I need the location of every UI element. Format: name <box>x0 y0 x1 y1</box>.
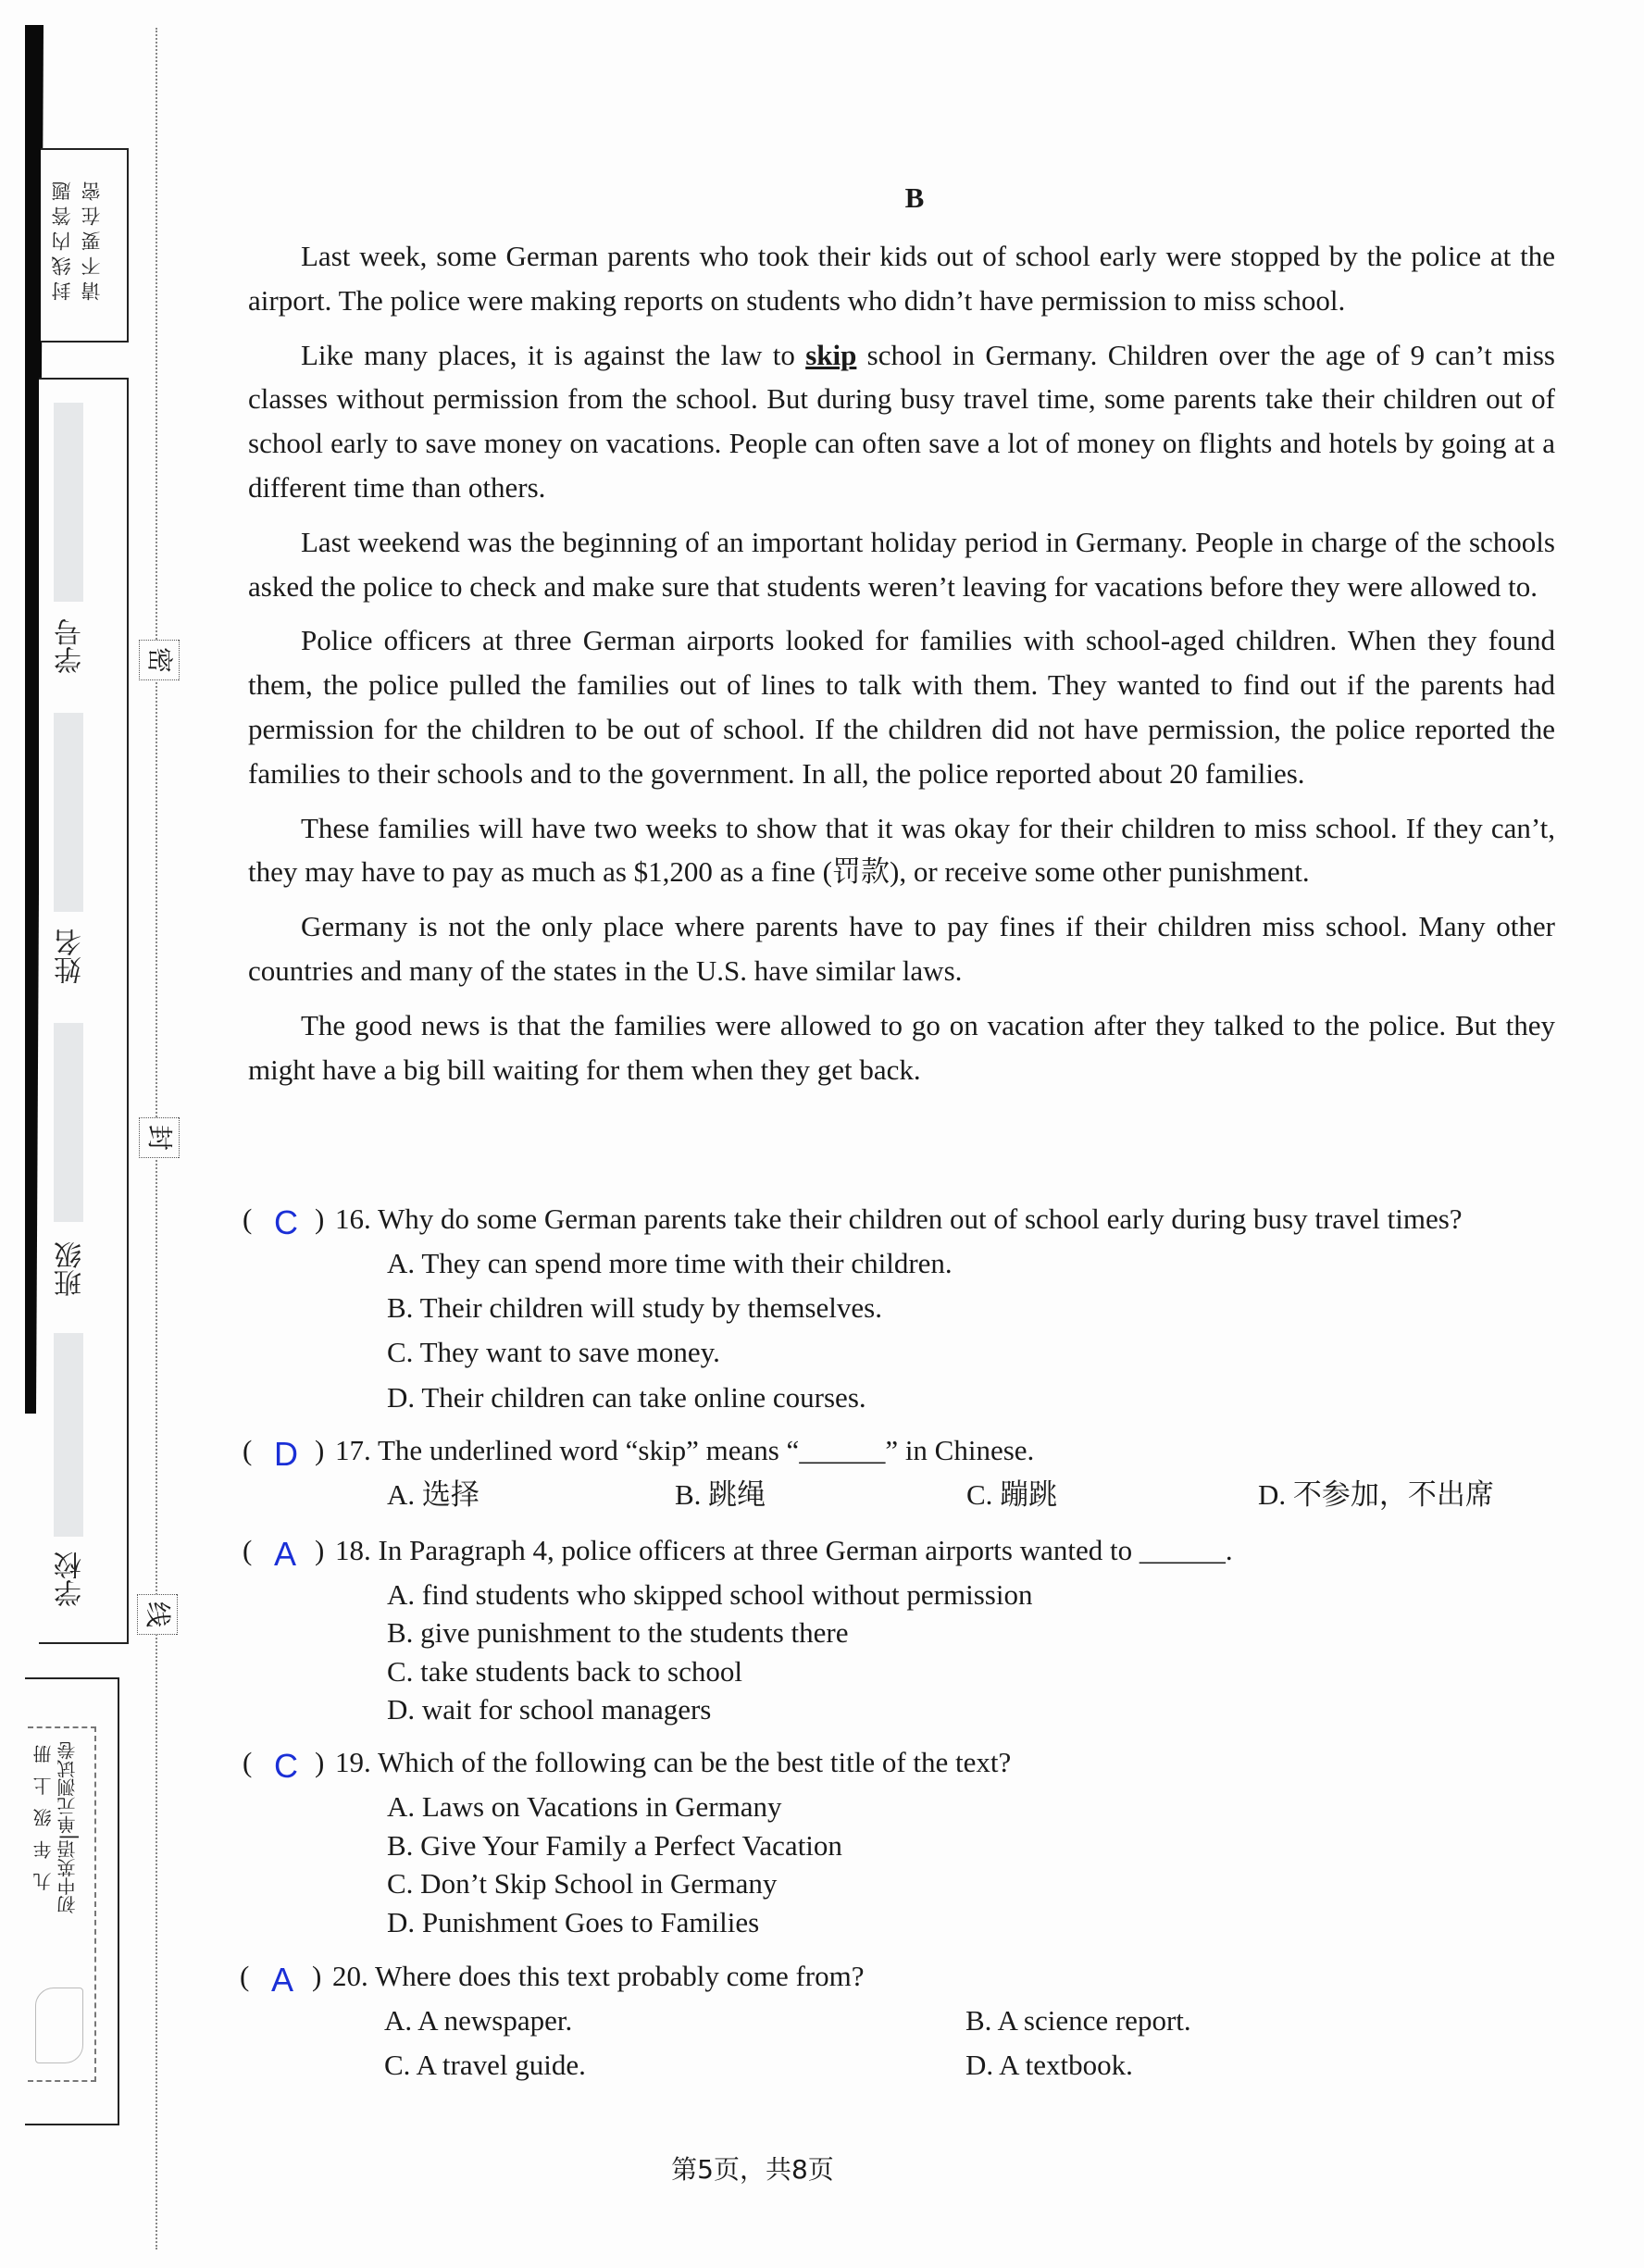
question-stem: 16. Why do some German parents take their children out of school early during busy travel times? <box>335 1203 1463 1235</box>
paragraph-1: Last week, some German parents who took their kids out of school early were stopped by the police at the airport. The police were making reports on students who didn’t have permission to miss school. <box>248 240 1555 317</box>
question-19 <box>243 1740 1557 1941</box>
option-d: D. 不参加，不出席 <box>1258 1478 1494 1511</box>
field-blank-name[interactable] <box>54 713 83 912</box>
paren-close: ) <box>315 1534 325 1566</box>
logo-icon <box>35 1988 83 2063</box>
reading-passage <box>248 234 1555 1102</box>
question-18 <box>243 1528 1557 1728</box>
answer-mark[interactable]: A <box>271 1961 294 1999</box>
option-c: C. They want to save money. <box>387 1336 720 1369</box>
option-b: B. Their children will study by themselves. <box>387 1291 882 1325</box>
series-title: 初中英语|单元测试卷 <box>56 1741 79 1914</box>
answer-mark[interactable]: C <box>274 1747 298 1785</box>
label-name: 姓名 <box>55 928 87 984</box>
paren-open: ( <box>243 1746 253 1778</box>
question-16 <box>243 1197 1557 1420</box>
page-number: 第5页，共8页 <box>671 2154 834 2185</box>
paren-open: ( <box>243 1434 253 1466</box>
option-b: B. Give Your Family a Perfect Vacation <box>387 1828 842 1862</box>
answer-mark[interactable]: A <box>274 1535 297 1573</box>
option-c: C. 蹦跳 <box>966 1478 1058 1511</box>
keyword-skip: skip <box>805 338 857 371</box>
option-b: B. give punishment to the students there <box>387 1616 849 1650</box>
label-school: 学校 <box>55 1551 87 1607</box>
label-student-id: 学号 <box>55 618 87 674</box>
paren-close: ) <box>315 1746 325 1778</box>
option-c: C. take students back to school <box>387 1654 742 1688</box>
paragraph-5: These families will have two weeks to show that it was okay for their children to miss school. If they can’t, they may have to pay as much as $1,200 as a fine (罚款), or receive some other punishment. <box>248 811 1555 889</box>
paren-open: ( <box>240 1960 250 1992</box>
option-d: D. Their children can take online courses. <box>387 1380 866 1414</box>
series-logo-frame <box>28 1726 96 2082</box>
paragraph-2 <box>248 333 1555 510</box>
field-blank-student-id[interactable] <box>54 403 83 602</box>
seal-mark-mi: 密 <box>139 640 180 680</box>
seal-mark-xian: 线 <box>137 1594 178 1635</box>
paren-close: ) <box>312 1960 322 1992</box>
answer-mark[interactable]: C <box>274 1203 298 1241</box>
option-d: D. wait for school managers <box>387 1692 712 1726</box>
paren-open: ( <box>243 1534 253 1566</box>
question-20 <box>240 1954 1554 2087</box>
paren-close: ) <box>315 1434 325 1466</box>
notice-line-1: 请不要在密 <box>81 176 103 301</box>
paragraph-4: Police officers at three German airports looked for families with school-aged children. When they found them, the police pulled the families out of lines to talk with them. They wanted to find out if the parents had permission for the children to be out of school. If the children did not have permission, the police reported the families to their schools and to the government. In all, the police reported about 20 families. <box>248 624 1555 790</box>
paragraph-7: The good news is that the families were allowed to go on vacation after they talked to the police. But they might have a big bill waiting for them when they get back. <box>248 1008 1555 1086</box>
option-d: D. Punishment Goes to Families <box>387 1905 760 1938</box>
option-b: B. A science report. <box>965 2004 1191 2037</box>
option-b: B. 跳绳 <box>675 1478 766 1511</box>
question-stem: 18. In Paragraph 4, police officers at three German airports wanted to ______. <box>335 1534 1233 1566</box>
option-a: A. A newspaper. <box>384 2004 573 2037</box>
field-blank-class[interactable] <box>54 1023 83 1222</box>
question-stem: 19. Which of the following can be the best title of the text? <box>335 1746 1012 1778</box>
paren-close: ) <box>315 1203 325 1235</box>
section-heading: B <box>904 181 925 214</box>
question-stem: 17. The underlined word “skip” means “______” in Chinese. <box>335 1434 1035 1466</box>
field-blank-school[interactable] <box>54 1333 83 1537</box>
paragraph-2-text-a: Like many places, it is against the law to <box>301 338 806 371</box>
seal-mark-feng: 封 <box>139 1117 180 1158</box>
answer-mark[interactable]: D <box>274 1435 298 1473</box>
student-info-box <box>39 378 129 1644</box>
option-d: D. A textbook. <box>965 2049 1133 2081</box>
series-grade: 九 年 级 上 册 <box>32 1741 55 1891</box>
option-a: A. They can spend more time with their children. <box>387 1247 953 1279</box>
paren-open: ( <box>243 1203 253 1235</box>
paragraph-6: Germany is not the only place where parents have to pay fines if their children miss school. Many other countries and many of the states in the U.S. have similar laws. <box>248 910 1555 987</box>
question-17 <box>243 1428 1557 1517</box>
option-a: A. find students who skipped school without permission <box>387 1578 1033 1611</box>
option-a: A. 选择 <box>387 1478 480 1511</box>
paragraph-3: Last weekend was the beginning of an important holiday period in Germany. People in charge of the schools asked the police to check and make sure that students weren’t leaving for vacations before they were allowed to. <box>248 525 1555 603</box>
paragraph-2-text-b: school in Germany. Children over the age of 9 can’t miss classes without permission from the school. But during busy travel time, some parents take their children out of school early to save money on vacations. People can often save a lot of money on flights and hotels by going at a different time than others. <box>248 338 1555 504</box>
option-c: C. Don’t Skip School in Germany <box>387 1867 778 1900</box>
option-a: A. Laws on Vacations in Germany <box>387 1790 782 1823</box>
option-c: C. A travel guide. <box>384 2049 586 2081</box>
notice-box <box>41 148 129 343</box>
notice-line-2: 封线内答题 <box>51 176 73 301</box>
label-class: 班级 <box>55 1241 87 1297</box>
question-stem: 20. Where does this text probably come from? <box>332 1960 865 1992</box>
